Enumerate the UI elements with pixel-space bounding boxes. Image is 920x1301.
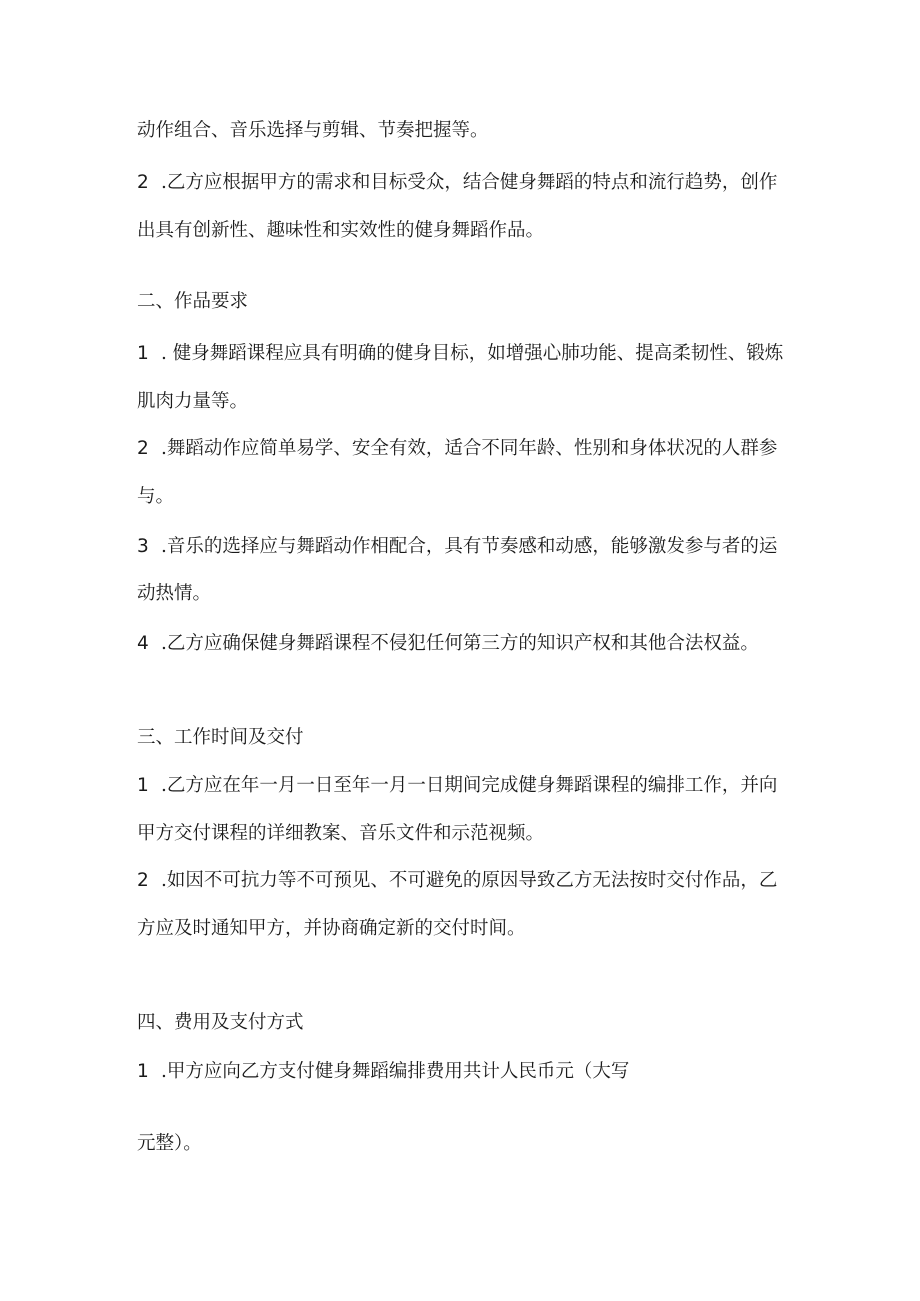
paragraph-line [137,917,526,941]
item-number: 1 [137,1061,149,1082]
item-number: 2 [137,438,149,459]
paragraph-line [137,485,174,509]
heading-text: 二、作品要求 [137,291,249,312]
list-item [137,171,777,195]
heading-text: 四、费用及支付方式 [137,1012,304,1033]
item-text: .如因不可抗力等不可预见、不可避免的原因导致乙方无法按时交付作品，乙 [161,870,778,891]
item-text-continued: 动热情。 [137,583,212,604]
heading-text: 三、工作时间及交付 [137,727,304,748]
item-text: . 健身舞蹈课程应具有明确的健身目标，如增强心肺功能、提高柔韧性、锻炼 [161,343,784,364]
item-number: 1 [137,775,149,796]
item-text-continued: 肌肉力量等。 [137,391,249,412]
section-heading [137,290,248,314]
item-number: 4 [137,633,149,654]
list-item [137,535,777,559]
item-number: 2 [137,172,149,193]
item-number: 1 [137,343,149,364]
item-text-continued: 方应及时通知甲方，并协商确定新的交付时间。 [137,918,526,939]
item-text: .甲方应向乙方支付健身舞蹈编排费用共计人民币元（大写 [161,1061,630,1082]
item-text-continued: 元整）。 [137,1133,202,1154]
list-item [137,342,783,366]
list-item [137,437,777,461]
paragraph-line [137,219,544,243]
item-text-continued: 出具有创新性、趣味性和实效性的健身舞蹈作品。 [137,220,545,241]
paragraph-line [137,119,489,143]
list-item [137,774,777,798]
section-heading [137,1011,304,1035]
list-item [137,869,777,893]
paragraph-line [137,1132,202,1156]
item-text: .乙方应确保健身舞蹈课程不侵犯任何第三方的知识产权和其他合法权益。 [161,633,759,654]
item-text-continued: 甲方交付课程的详细教案、音乐文件和示范视频。 [137,823,545,844]
item-text: .音乐的选择应与舞蹈动作相配合，具有节奏感和动感，能够激发参与者的运 [161,536,778,557]
list-item [137,1060,629,1084]
section-heading [137,726,304,750]
item-text: .乙方应根据甲方的需求和目标受众，结合健身舞蹈的特点和流行趋势，创作 [161,172,778,193]
text: 动作组合、音乐选择与剪辑、节奏把握等。 [137,120,489,141]
paragraph-line [137,822,544,846]
list-item [137,632,759,656]
item-text: .乙方应在年一月一日至年一月一日期间完成健身舞蹈课程的编排工作，并向 [161,775,778,796]
item-number: 2 [137,870,149,891]
paragraph-line [137,390,248,414]
item-text: .舞蹈动作应简单易学、安全有效，适合不同年龄、性别和身体状况的人群参 [161,438,778,459]
item-text-continued: 与。 [137,486,175,507]
item-number: 3 [137,536,149,557]
paragraph-line [137,582,211,606]
